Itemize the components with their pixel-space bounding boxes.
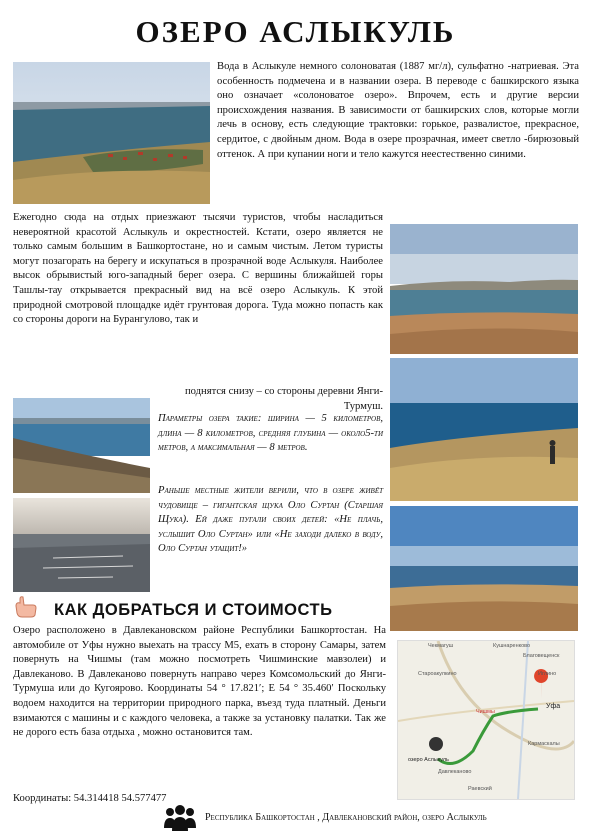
intro-paragraph: Вода в Аслыкуле немного солоноватая (1887 мг/л), сульфатно -натриевая. Эта особенность подмечена и в названии озера. В переводе с башкирского языка оно означает «солоноватое озеро». Впрочем, есть и другие версии происхождения названия. В зависимости от башкирских слов, которые могли лечь в основу, есть следующие трактовки: горькое, развалистое, прекрасное, сердитое, с двойным дном. Вода в озере прозрачная, имеет светло -бирюзовый оттенок. А при купании ноги и тело кажутся неестественно синими.: [217, 61, 579, 160]
lake-shore-photo: [390, 224, 578, 354]
lake-marker-icon: [429, 737, 443, 751]
lake-view-photo: [13, 398, 150, 493]
legend-paragraph: Раньше местные жители верили, что в озере живёт чудовище – гигантская щука Оло Суртан (Старшая Щука). Ей даже пугали своих детей: «Не плачь, услышит Оло Суртан» или «Не заходи далеко в воду, Оло Суртан утащит!»: [158, 485, 383, 555]
map-label: Давлеканово: [438, 769, 472, 775]
section-heading: КАК ДОБРАТЬСЯ И СТОИМОСТЬ: [54, 601, 333, 619]
map-label: озеро Аслыкуль: [408, 757, 449, 763]
map-label: Уфа: [546, 703, 561, 710]
sunset-water-photo: [13, 498, 150, 592]
map-label: Кушнаренково: [493, 643, 531, 649]
footer-caption: Республика Башкортостан , Давлекановский район, озеро Аслыкуль: [205, 812, 487, 823]
lake-panorama-photo: [390, 506, 578, 631]
directions-paragraph: Озеро расположено в Давлекановском районе Республики Башкортостан. На автомобиле от Уфы нужно выехать на трассу М5, ехать в сторону Самары, затем повернуть на Чишмы (там можно посмотреть Чишминские мавзолеи) и Давлеканово. В Давлеканово повернуть направо через Комсомольский до Янги-Турмуша или до Кугоярово. Координаты 54 ° 17.821′; E 54 ° 35.460′ Поскольку водоем находится на территории природного парка, въезд туда платный. Деньги взимаются с машины и с каждого человека, а также за установку палатки. Так же не дорого есть база отдыха , можно остановится там.: [13, 625, 386, 739]
lake-parameters: Параметры озера такие: ширина — 5 километров, длина — 8 километров, средняя глубина — около5-ти метров, а максимальная — 8 метров.: [158, 413, 383, 454]
route-map: [397, 640, 575, 800]
person-hill-photo: [390, 358, 578, 501]
lake-village-photo: [13, 62, 210, 204]
map-label: Раевский: [468, 786, 492, 792]
coordinates-text: Координаты: 54.314418 54.577477: [13, 793, 167, 804]
tourism-paragraph: Ежегодно сюда на отдых приезжают тысячи туристов, чтобы насладиться невероятной красотой Аслыкуль и окрестностей. Кстати, озеро является не только самым большим в Башкортостане, но и самым чистым. Летом туристы могут позагорать на берегу и искупаться в прозрачной воде Аслыкуля. Наиболее высок обрывистый юго-западный берег озера. С вершины ближайшей горы Ташлы-тау открывается прекрасный вид на всё озеро Аслыкуль. К этой природной смотровой площадке идёт грунтовая дорога. Туда можно попасть как со стороны дороги на Бурангулово, так и: [13, 212, 383, 326]
map-label: Кармаскалы: [528, 741, 560, 747]
map-label: Иглино: [538, 671, 557, 677]
pointing-hand-icon: [13, 596, 39, 618]
map-label: Староакулкино: [418, 671, 457, 677]
tourism-paragraph-end: поднятся снизу – со стороны деревни Янги-Турмуш.: [185, 386, 383, 412]
map-label: Чишмы: [476, 709, 495, 715]
map-label: Благовещенск: [523, 653, 560, 659]
people-group-icon: [162, 804, 198, 832]
page-title: ОЗЕРО АСЛЫКУЛЬ: [135, 14, 456, 49]
map-label: Чекмагуш: [428, 643, 454, 649]
